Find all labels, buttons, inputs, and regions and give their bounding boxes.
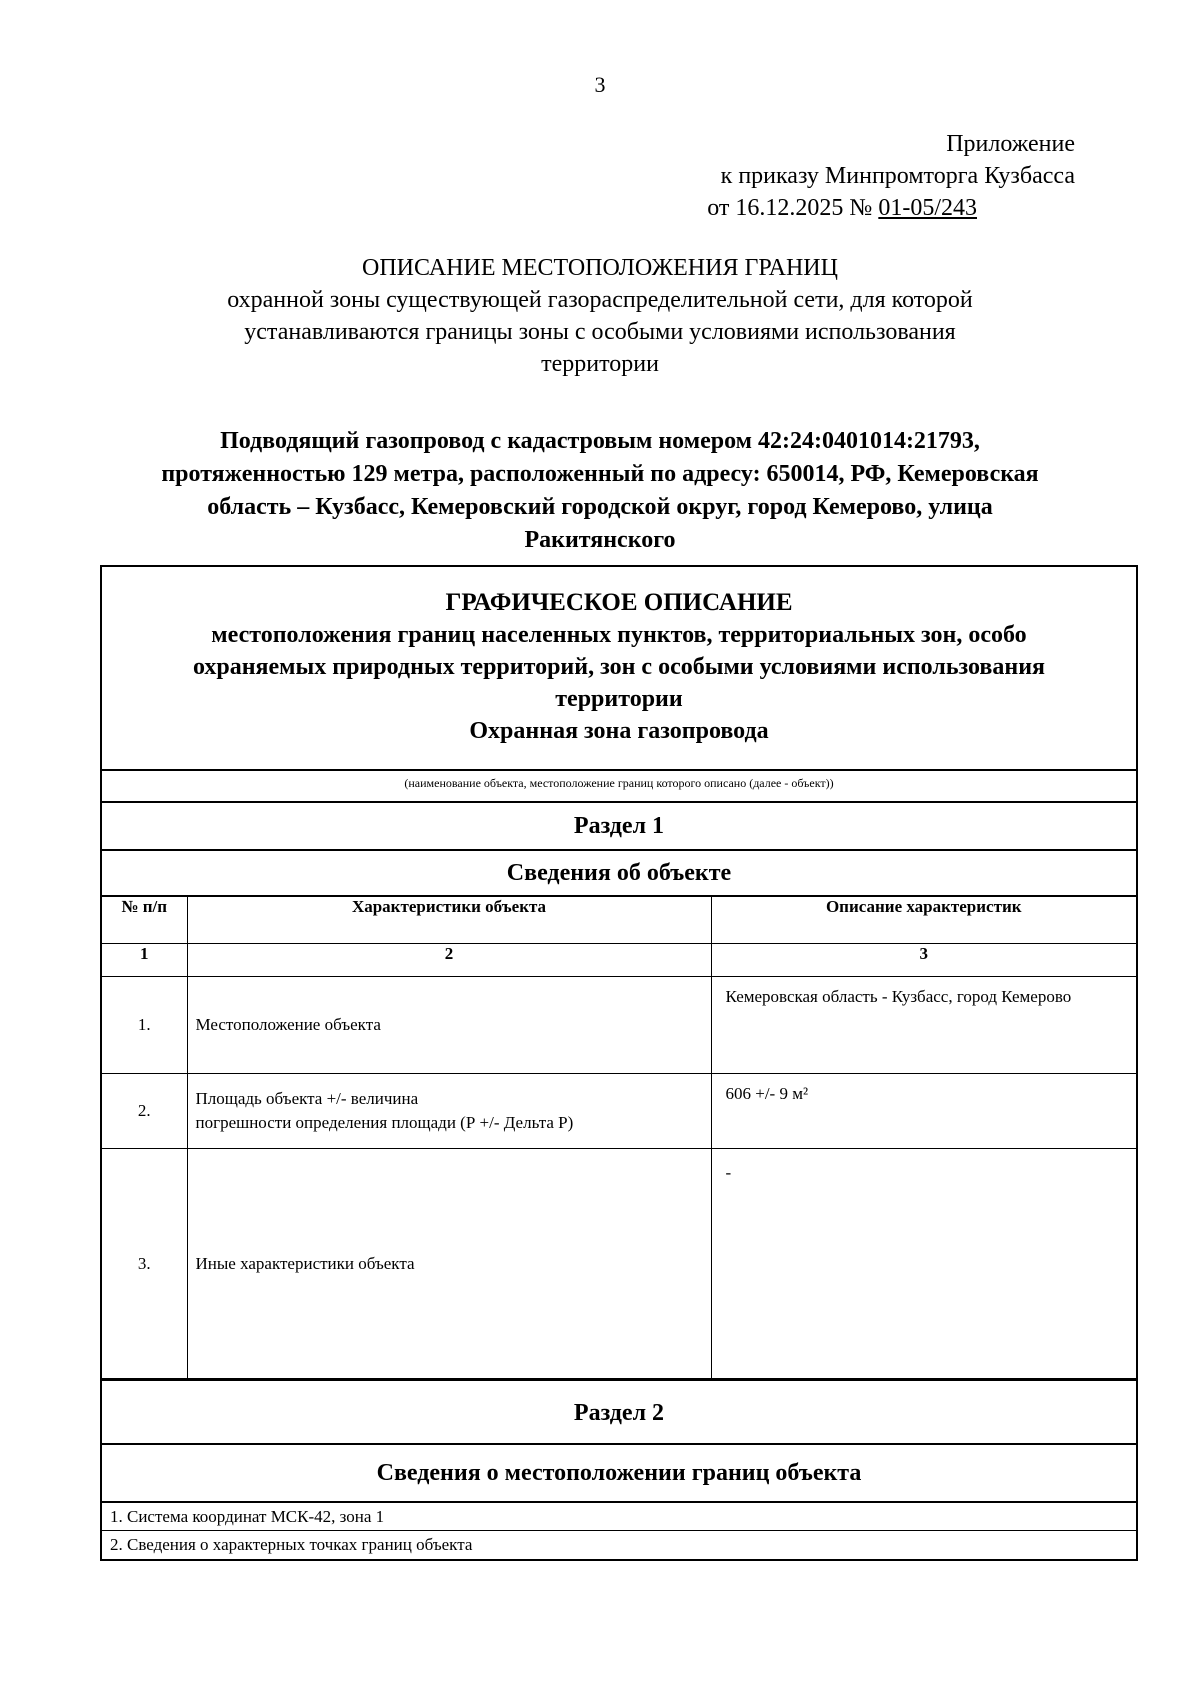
graphic-line-4: Охранная зона газопровода: [469, 718, 769, 744]
row-characteristic: Иные характеристики объекта: [187, 1149, 711, 1379]
table-row: [102, 977, 1136, 1074]
column-numbers-row: [102, 944, 1136, 977]
object-name-note: (наименование объекта, местоположение границ которого описано (далее - объект)): [102, 771, 1136, 803]
title-sub-2: устанавливаются границы зоны с особыми условиями использования: [244, 319, 956, 345]
object-line-1: Подводящий газопровод с кадастровым номером 42:24:0401014:21793,: [220, 428, 980, 454]
object-description: [80, 425, 1120, 557]
title-sub-3: территории: [541, 351, 659, 377]
column-number-3: 3: [711, 944, 1136, 977]
row-number: 2.: [102, 1074, 187, 1149]
column-number-2: 2: [187, 944, 711, 977]
order-date: от 16.12.2025 №: [707, 195, 879, 221]
row-characteristic-line-2: погрешности определения площади (Р +/- Дельта Р): [195, 1113, 574, 1132]
row-number: 3.: [102, 1149, 187, 1379]
graphic-line-3: территории: [555, 686, 683, 712]
header-description: Описание характеристик: [711, 897, 1136, 944]
row-description: 606 +/- 9 м²: [711, 1074, 1136, 1149]
object-info-table: [102, 897, 1136, 1379]
appendix-line-2: к приказу Минпромторга Кузбасса: [720, 163, 1075, 189]
row-characteristic: [187, 1074, 711, 1149]
table-row: [102, 1074, 1136, 1149]
row-number: 1.: [102, 977, 187, 1074]
section-2-subtitle: Сведения о местоположении границ объекта: [102, 1445, 1136, 1503]
graphic-heading: ГРАФИЧЕСКОЕ ОПИСАНИЕ: [445, 589, 793, 616]
graphic-line-1: местоположения границ населенных пунктов, территориальных зон, особо: [211, 622, 1027, 648]
page-number: 3: [594, 72, 606, 97]
appendix-line-1: Приложение: [946, 131, 1075, 157]
section-2-title: Раздел 2: [102, 1379, 1136, 1445]
table-row: [102, 1149, 1136, 1379]
header-number: № п/п: [102, 897, 187, 944]
graphic-description-header: [102, 567, 1136, 771]
title-main: ОПИСАНИЕ МЕСТОПОЛОЖЕНИЯ ГРАНИЦ: [362, 255, 838, 281]
appendix-line-3: [707, 192, 1075, 224]
order-number: 01-05/243: [878, 195, 977, 221]
header-characteristics: Характеристики объекта: [187, 897, 711, 944]
table-header-row: [102, 897, 1136, 944]
column-number-1: 1: [102, 944, 187, 977]
row-description: -: [711, 1149, 1136, 1379]
section-1-title: Раздел 1: [102, 803, 1136, 851]
description-frame: [100, 565, 1138, 1561]
title-sub-1: охранной зоны существующей газораспределительной сети, для которой: [227, 287, 973, 313]
object-line-4: Ракитянского: [524, 527, 676, 553]
object-line-3: область – Кузбасс, Кемеровский городской округ, город Кемерово, улица: [207, 494, 993, 520]
document-title: [100, 252, 1100, 380]
row-characteristic: Местоположение объекта: [187, 977, 711, 1074]
row-characteristic-line-1: Площадь объекта +/- величина: [195, 1089, 419, 1108]
boundary-points-item: 2. Сведения о характерных точках границ объекта: [110, 1535, 473, 1554]
section-1-subtitle: Сведения об объекте: [102, 851, 1136, 897]
graphic-line-2: охраняемых природных территорий, зон с особыми условиями использования: [192, 654, 1046, 680]
row-description: Кемеровская область - Кузбасс, город Кемерово: [711, 977, 1136, 1074]
coordinate-system-item: 1. Система координат МСК-42, зона 1: [102, 1503, 1136, 1531]
appendix-block: [707, 128, 1075, 224]
object-line-2: протяженностью 129 метра, расположенный по адресу: 650014, РФ, Кемеровская: [161, 461, 1039, 487]
